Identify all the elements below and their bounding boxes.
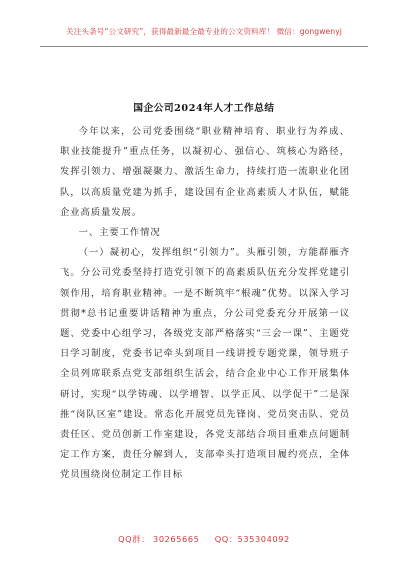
footer-qq-group: QQ群： 30265665 bbox=[118, 534, 200, 544]
footer-contact bbox=[0, 534, 408, 545]
document-body bbox=[60, 122, 350, 486]
section-heading: 一、主要工作情况 bbox=[78, 227, 161, 239]
body-paragraph-intro: 今年以来，公司党委围绕“职业精神培育、职业行为养成、职业技能提升”重点任务，以凝初心、强信心、筑核心为路径，发挥引领力、增强凝聚力、激活生命力，持续打造一流职业化团队，以高质量党建为抓手，建设国有企业高素质人才队伍，赋能企业高质量发展。 bbox=[60, 126, 350, 218]
document-title: 国企公司2024年人才工作总结 bbox=[133, 103, 275, 114]
header-banner: 关注头条号“公文研究”，获得最新最全最专业的公文资料库！ 微信：gongwenyj bbox=[66, 27, 342, 36]
footer-qq: QQ：535304092 bbox=[214, 534, 290, 544]
body-paragraph-section-1: （一）凝初心，发挥组织“引领力”。头雁引领，方能群雁齐飞。分公司党委坚持打造党引领下的高素质队伍充分发挥党建引领作用，培育职业精神。一是不断筑牢“根魂”优势。以深入学习贯彻*总书记重要讲话精神为重点，分公司党委充分开展第一议题、党委中心组学习，各级党支部严格落实“三会一课”、主题党日学习制度，党委书记牵头到项目一线讲授专题党课，领导班子全员列席联系点党支部组织生活会，结合企业中心工作开展集体研讨，实现“以学铸魂、以学增智、以学正风、以学促干”二是深推“岗队区室”建设。常态化开展党员先锋岗、党员突击队、党员责任区、党员创新工作室建设，各党支部结合项目重难点问题制定工作方案，责任分解到人，支部牵头打造项目履约亮点，全体党员围绕岗位制定工作目标 bbox=[60, 247, 350, 481]
header-divider bbox=[40, 46, 368, 47]
